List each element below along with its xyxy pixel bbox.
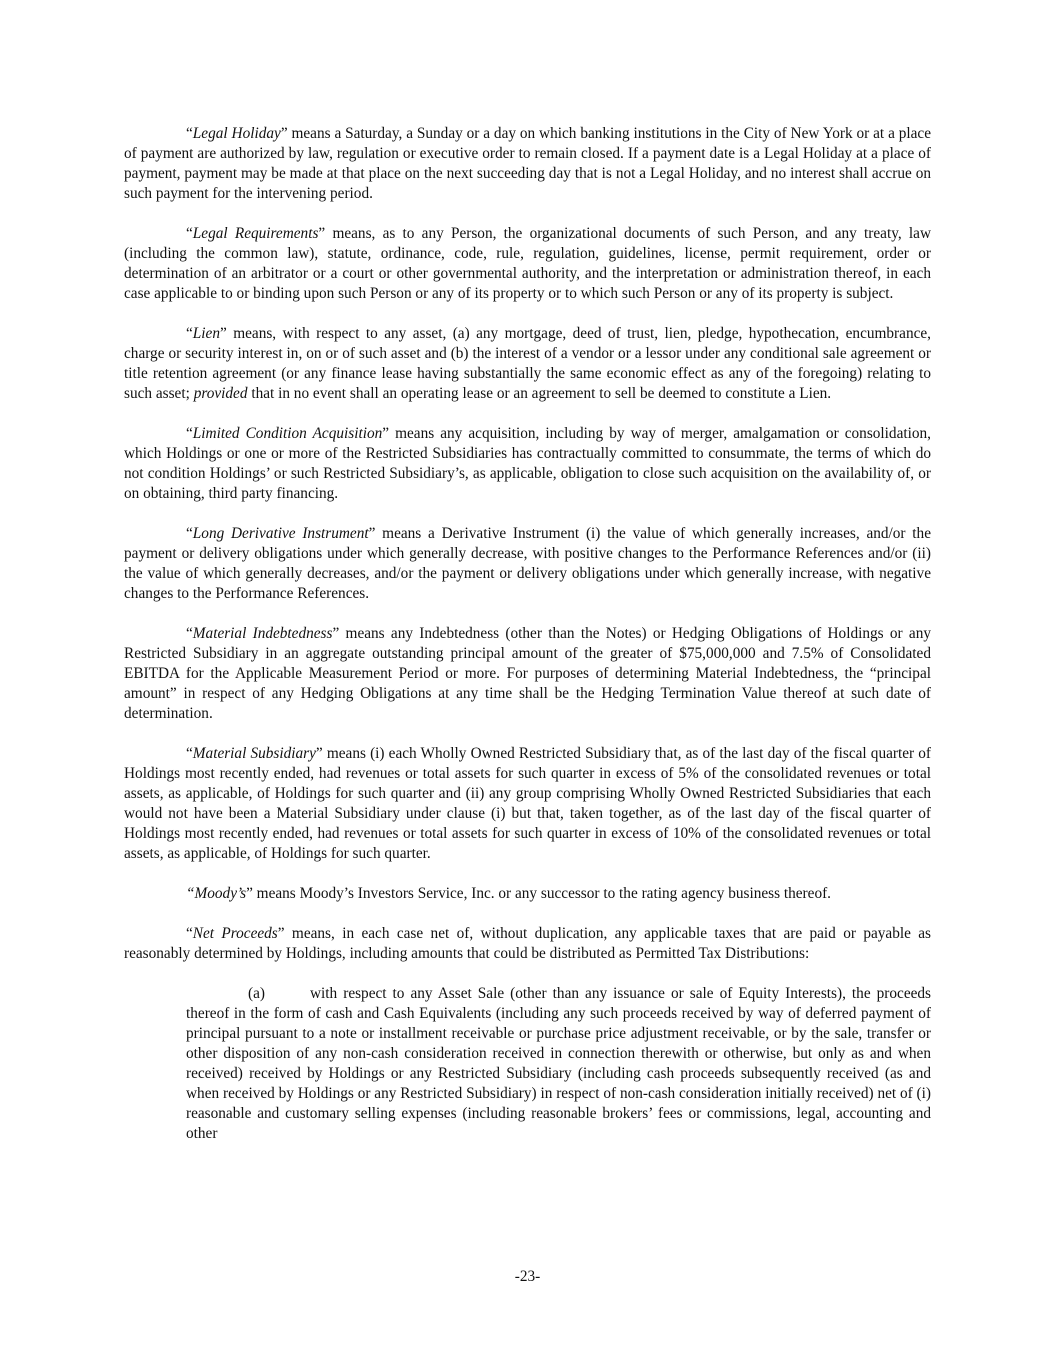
open-quote: “: [186, 225, 193, 242]
definition-long-derivative-instrument: [124, 524, 931, 604]
page-number: -23-: [514, 1268, 541, 1285]
definition-material-subsidiary: [124, 744, 931, 864]
defined-term: Lien: [192, 325, 220, 342]
defined-term: Net Proceeds: [192, 925, 278, 942]
definition-text: means (i) each Wholly Owned Restricted Subsidiary that, as of the last day of the fiscal quarter of Holdings most recently ended, had revenues or total assets for such quarter in excess of 5% of the consolidated revenues or total assets, as applicable, of Holdings for such quarter and (ii) any group comprising Wholly Owned Restricted Subsidiaries that each would not have been a Material Subsidiary under clause (i) but that, taken together, as of the last day of the fiscal quarter of Holdings most recently ended, had revenues or total assets for such quarter in excess of 10% of the consolidated revenues or total assets, as applicable, of Holdings for such quarter.: [124, 745, 931, 862]
close-quote: ”: [280, 125, 288, 142]
close-quote: ”: [246, 885, 253, 902]
subclause-text: with respect to any Asset Sale (other than any issuance or sale of Equity Interests), the proceeds thereof in the form of cash and Cash Equivalents (including any such proceeds received by way of deferred payment of principal pursuant to a note or installment receivable or purchase price adjustment receivable, or by the sale, transfer or other disposition of any non-cash consideration received in connection therewith or otherwise, but only as and when received) received by Holdings or any Restricted Subsidiary (including cash proceeds subsequently received (as and when received by Holdings or any Restricted Subsidiary) in respect of non-cash consideration initially received) net of (i) reasonable and customary selling expenses (including reasonable brokers’ fees or commissions, legal, accounting and other: [186, 985, 931, 1142]
close-quote: ”: [315, 745, 323, 762]
close-quote: ”: [277, 925, 285, 942]
open-quote: “: [186, 125, 193, 142]
definition-text: means, in each case net of, without duplication, any applicable taxes that are paid or payable as reasonably determined by Holdings, including amounts that could be distributed as Permitted Tax Distributions:: [124, 925, 931, 962]
definition-legal-holiday: [124, 124, 931, 204]
definition-material-indebtedness: [124, 624, 931, 724]
defined-term: Long Derivative Instrument: [192, 525, 369, 542]
open-quote: “: [186, 325, 193, 342]
definition-text: means Moody’s Investors Service, Inc. or any successor to the rating agency business thereof.: [252, 885, 832, 902]
definition-text: means a Saturday, a Sunday or a day on which banking institutions in the City of New York or at a place of payment are authorized by law, regulation or executive order to remain closed. If a payment date is a Legal Holiday at a place of payment, payment may be made at that place on the next succeeding day that is not a Legal Holiday, and no interest shall accrue on such payment for the intervening period.: [124, 125, 931, 202]
definition-text: means any Indebtedness (other than the Notes) or Hedging Obligations of Holdings or any Restricted Subsidiary in an aggregate outstanding principal amount of the greater of $75,000,000 and 7.5% of Consolidated EBITDA for the Applicable Measurement Period or more. For purposes of determining Material Indebtedness, the “principal amount” in respect of any Hedging Obligations at any time shall be the Hedging Termination Value thereof at such date of determination.: [124, 625, 931, 722]
definition-net-proceeds: [124, 924, 931, 964]
subclause-label: (a): [248, 985, 265, 1002]
subclause-a: [186, 984, 931, 1144]
italic-proviso: provided: [193, 385, 248, 402]
definition-text: means any acquisition, including by way of merger, amalgamation or consolidation, which Holdings or one or more of the Restricted Subsidiaries has contractually committed to consummate, the terms of which do not condition Holdings’ or such Restricted Subsidiary’s, as applicable, obligation to close such acquisition on the availability of, or on obtaining, third party financing.: [124, 425, 931, 502]
document-page: [124, 124, 931, 1144]
open-quote: “: [186, 525, 193, 542]
open-quote: “: [186, 925, 193, 942]
open-quote: “: [186, 745, 193, 762]
defined-term: Legal Holiday: [192, 125, 281, 142]
definition-text-continued: that in no event shall an operating lease or an agreement to sell be deemed to constitute a Lien.: [247, 385, 832, 402]
definition-legal-requirements: [124, 224, 931, 304]
open-quote: “: [186, 625, 193, 642]
definition-lien: [124, 324, 931, 404]
defined-term: “Moody’s: [186, 885, 247, 902]
close-quote: ”: [332, 625, 340, 642]
defined-term: Material Indebtedness: [192, 625, 333, 642]
definition-limited-condition-acquisition: [124, 424, 931, 504]
close-quote: ”: [318, 225, 326, 242]
defined-term: Material Subsidiary: [192, 745, 316, 762]
close-quote: ”: [220, 325, 227, 342]
definition-text: means, as to any Person, the organizational documents of such Person, and any treaty, law (including the common law), statute, ordinance, code, rule, regulation, guidelines, license, permit requirement, order or determination of an arbitrator or a court or other governmental authority, and the interpretation or administration thereof, in each case applicable to or binding upon such Person or any of its property or to which such Person or any of its property is subject.: [124, 225, 932, 302]
definition-text: means a Derivative Instrument (i) the value of which generally increases, and/or the payment or delivery obligations under which generally decrease, with positive changes to the Performance References and/or (ii) the value of which generally decreases, and/or the payment or delivery obligations under which generally increase, with negative changes to the Performance References.: [124, 525, 931, 602]
close-quote: ”: [368, 525, 376, 542]
definition-text: means, with respect to any asset, (a) any mortgage, deed of trust, lien, pledge, hypothecation, encumbrance, charge or security interest in, on or of such asset and (b) the interest of a vendor or a lessor under any conditional sale agreement or title retention agreement (or any finance lease having substantially the same economic effect as any of the foregoing) relating to such asset;: [124, 325, 931, 402]
defined-term: Limited Condition Acquisition: [192, 425, 383, 442]
open-quote: “: [186, 425, 193, 442]
definition-moodys: [124, 884, 931, 904]
defined-term: Legal Requirements: [192, 225, 319, 242]
close-quote: ”: [382, 425, 390, 442]
